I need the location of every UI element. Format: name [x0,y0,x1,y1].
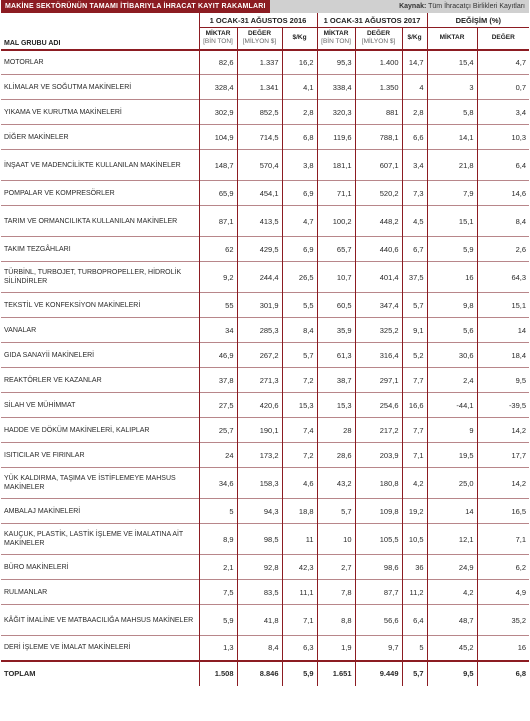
table-row [1,150,529,181]
miktar-2016-cell: 27,5 [199,393,237,418]
deger-2017-cell: 607,1 [355,150,402,181]
table-row [1,443,529,468]
perkg-2017-cell: 7,3 [402,181,427,206]
deger-2017-cell: 347,4 [355,293,402,318]
deger-2017-cell: 1.350 [355,75,402,100]
change-deger-cell: 2,6 [477,237,529,262]
perkg-2016-cell: 6,9 [282,181,317,206]
change-deger-cell: 18,4 [477,343,529,368]
perkg-2016-cell: 26,5 [282,262,317,293]
change-deger-cell: 17,7 [477,443,529,468]
miktar-2017-cell: 1,9 [317,636,355,661]
miktar-2017-cell: 38,7 [317,368,355,393]
perkg-2017-cell: 5,2 [402,343,427,368]
change-deger-cell: 15,1 [477,293,529,318]
change-deger-cell: 7,1 [477,524,529,555]
group-name-cell: VANALAR [1,318,199,343]
group-name-cell: GIDA SANAYİİ MAKİNELERİ [1,343,199,368]
header-change: DEĞİŞİM (%) [427,13,529,28]
change-miktar-cell: 12,1 [427,524,477,555]
change-miktar-cell: 30,6 [427,343,477,368]
total-deger-2016-cell: 8.846 [237,661,282,686]
perkg-2016-cell: 7,1 [282,605,317,636]
table-row [1,50,529,75]
miktar-2016-cell: 34,6 [199,468,237,499]
deger-2016-cell: 190,1 [237,418,282,443]
miktar-2016-cell: 37,8 [199,368,237,393]
perkg-2016-cell: 5,5 [282,293,317,318]
perkg-2017-cell: 5,7 [402,293,427,318]
table-row [1,636,529,661]
group-name-cell: BÜRO MAKİNELERİ [1,555,199,580]
change-deger-cell: 6,2 [477,555,529,580]
header-perkg-2016: $/Kg [282,28,317,50]
perkg-2016-cell: 4,1 [282,75,317,100]
header-change-deger: DEĞER [477,28,529,50]
table-title: MAKİNE SEKTÖRÜNÜN TAMAMI İTİBARIYLA İHRACAT KAYIT RAKAMLARI [1,0,270,13]
change-miktar-cell: 7,9 [427,181,477,206]
table-row [1,499,529,524]
miktar-2017-cell: 10,7 [317,262,355,293]
miktar-2017-cell: 320,3 [317,100,355,125]
deger-2017-cell: 109,8 [355,499,402,524]
change-miktar-cell: 2,4 [427,368,477,393]
group-name-cell: POMPALAR VE KOMPRESÖRLER [1,181,199,206]
miktar-2016-cell: 34 [199,318,237,343]
miktar-2016-cell: 328,4 [199,75,237,100]
group-name-cell: HADDE VE DÖKÜM MAKİNELERİ, KALIPLAR [1,418,199,443]
perkg-2017-cell: 4,5 [402,206,427,237]
perkg-2017-cell: 4 [402,75,427,100]
miktar-2016-cell: 5,9 [199,605,237,636]
change-miktar-cell: 24,9 [427,555,477,580]
change-miktar-cell: 48,7 [427,605,477,636]
change-miktar-cell: 3 [427,75,477,100]
deger-2017-cell: 87,7 [355,580,402,605]
miktar-2016-cell: 24 [199,443,237,468]
perkg-2017-cell: 10,5 [402,524,427,555]
change-miktar-cell: 45,2 [427,636,477,661]
deger-2017-cell: 881 [355,100,402,125]
total-row [1,661,529,686]
total-change-deger-cell: 6,8 [477,661,529,686]
deger-2017-cell: 1.400 [355,50,402,75]
perkg-2016-cell: 4,7 [282,206,317,237]
perkg-2017-cell: 7,7 [402,418,427,443]
change-deger-cell: 64,3 [477,262,529,293]
perkg-2016-cell: 2,8 [282,100,317,125]
table-row [1,318,529,343]
miktar-2017-cell: 28,6 [317,443,355,468]
change-miktar-cell: 5,6 [427,318,477,343]
perkg-2016-cell: 6,8 [282,125,317,150]
change-miktar-cell: -44,1 [427,393,477,418]
group-name-cell: DERİ İŞLEME VE İMALAT MAKİNELERİ [1,636,199,661]
source-label: Kaynak: [399,3,427,10]
deger-2016-cell: 92,8 [237,555,282,580]
deger-2016-cell: 420,6 [237,393,282,418]
deger-2017-cell: 788,1 [355,125,402,150]
perkg-2017-cell: 7,7 [402,368,427,393]
deger-2016-cell: 1.337 [237,50,282,75]
deger-2016-cell: 1.341 [237,75,282,100]
deger-2017-cell: 520,2 [355,181,402,206]
deger-2016-cell: 173,2 [237,443,282,468]
header-period-2016: 1 OCAK-31 AĞUSTOS 2016 [199,13,317,28]
deger-2017-cell: 440,6 [355,237,402,262]
change-miktar-cell: 21,8 [427,150,477,181]
miktar-2016-cell: 2,1 [199,555,237,580]
perkg-2017-cell: 36 [402,555,427,580]
miktar-2016-cell: 8,9 [199,524,237,555]
change-deger-cell: 16,5 [477,499,529,524]
table-row [1,262,529,293]
header-change-miktar: MİKTAR [427,28,477,50]
total-perkg-2016-cell: 5,9 [282,661,317,686]
perkg-2016-cell: 5,7 [282,343,317,368]
perkg-2017-cell: 4,2 [402,468,427,499]
change-miktar-cell: 25,0 [427,468,477,499]
perkg-2016-cell: 6,3 [282,636,317,661]
perkg-2016-cell: 3,8 [282,150,317,181]
group-name-cell: KAUÇUK, PLASTİK, LASTİK İŞLEME VE İMALATINA AİT MAKİNELER [1,524,199,555]
miktar-2016-cell: 9,2 [199,262,237,293]
miktar-2017-cell: 10 [317,524,355,555]
header-miktar-2017: MİKTAR [BİN TON] [317,28,355,50]
miktar-2016-cell: 1,3 [199,636,237,661]
deger-2016-cell: 301,9 [237,293,282,318]
total-deger-2017-cell: 9.449 [355,661,402,686]
deger-2016-cell: 852,5 [237,100,282,125]
group-name-cell: KLİMALAR VE SOĞUTMA MAKİNELERİ [1,75,199,100]
change-deger-cell: 35,2 [477,605,529,636]
group-name-cell: RULMANLAR [1,580,199,605]
group-name-cell: DİĞER MAKİNELER [1,125,199,150]
perkg-2016-cell: 11 [282,524,317,555]
table-row [1,368,529,393]
table-row [1,237,529,262]
miktar-2016-cell: 7,5 [199,580,237,605]
perkg-2017-cell: 9,1 [402,318,427,343]
header-perkg-2017: $/Kg [402,28,427,50]
change-miktar-cell: 14,1 [427,125,477,150]
miktar-2017-cell: 100,2 [317,206,355,237]
change-deger-cell: 14,2 [477,468,529,499]
change-deger-cell: 14,2 [477,418,529,443]
perkg-2016-cell: 4,6 [282,468,317,499]
deger-2017-cell: 217,2 [355,418,402,443]
miktar-2016-cell: 65,9 [199,181,237,206]
miktar-2017-cell: 181,1 [317,150,355,181]
miktar-2017-cell: 15,3 [317,393,355,418]
perkg-2016-cell: 15,3 [282,393,317,418]
table-row [1,181,529,206]
change-deger-cell: 10,3 [477,125,529,150]
table-row [1,524,529,555]
deger-2016-cell: 271,3 [237,368,282,393]
export-table [1,13,529,686]
deger-2017-cell: 254,6 [355,393,402,418]
change-miktar-cell: 16 [427,262,477,293]
perkg-2016-cell: 8,4 [282,318,317,343]
miktar-2017-cell: 61,3 [317,343,355,368]
perkg-2017-cell: 37,5 [402,262,427,293]
source-note [399,3,525,10]
deger-2017-cell: 180,8 [355,468,402,499]
perkg-2016-cell: 7,4 [282,418,317,443]
source-text: Tüm İhracatçı Birlikleri Kayıtları [428,3,525,10]
change-deger-cell: 4,9 [477,580,529,605]
change-miktar-cell: 9 [427,418,477,443]
deger-2017-cell: 9,7 [355,636,402,661]
perkg-2017-cell: 11,2 [402,580,427,605]
perkg-2017-cell: 7,1 [402,443,427,468]
deger-2016-cell: 267,2 [237,343,282,368]
miktar-2017-cell: 7,8 [317,580,355,605]
header-group-name: MAL GRUBU ADI [1,28,199,50]
perkg-2016-cell: 6,9 [282,237,317,262]
miktar-2016-cell: 302,9 [199,100,237,125]
change-deger-cell: 16 [477,636,529,661]
miktar-2016-cell: 148,7 [199,150,237,181]
deger-2017-cell: 203,9 [355,443,402,468]
total-miktar-2016-cell: 1.508 [199,661,237,686]
perkg-2017-cell: 6,4 [402,605,427,636]
perkg-2017-cell: 2,8 [402,100,427,125]
deger-2016-cell: 714,5 [237,125,282,150]
perkg-2017-cell: 16,6 [402,393,427,418]
deger-2016-cell: 94,3 [237,499,282,524]
change-deger-cell: 0,7 [477,75,529,100]
deger-2016-cell: 570,4 [237,150,282,181]
table-row [1,555,529,580]
table-row [1,293,529,318]
deger-2016-cell: 8,4 [237,636,282,661]
change-deger-cell: 8,4 [477,206,529,237]
deger-2017-cell: 448,2 [355,206,402,237]
table-row [1,343,529,368]
miktar-2016-cell: 25,7 [199,418,237,443]
total-miktar-2017-cell: 1.651 [317,661,355,686]
header-period-2017: 1 OCAK-31 AĞUSTOS 2017 [317,13,427,28]
deger-2017-cell: 105,5 [355,524,402,555]
table-row [1,580,529,605]
table-row [1,206,529,237]
group-name-cell: AMBALAJ MAKİNELERİ [1,499,199,524]
change-miktar-cell: 5,8 [427,100,477,125]
deger-2016-cell: 98,5 [237,524,282,555]
deger-2017-cell: 325,2 [355,318,402,343]
export-table-panel [1,0,529,686]
miktar-2016-cell: 62 [199,237,237,262]
miktar-2017-cell: 71,1 [317,181,355,206]
table-row [1,75,529,100]
miktar-2017-cell: 5,7 [317,499,355,524]
deger-2017-cell: 56,6 [355,605,402,636]
table-body [1,50,529,686]
deger-2016-cell: 413,5 [237,206,282,237]
total-group-name-cell: TOPLAM [1,661,199,686]
deger-2016-cell: 83,5 [237,580,282,605]
deger-2017-cell: 401,4 [355,262,402,293]
miktar-2017-cell: 43,2 [317,468,355,499]
miktar-2017-cell: 28 [317,418,355,443]
miktar-2017-cell: 35,9 [317,318,355,343]
deger-2016-cell: 285,3 [237,318,282,343]
change-deger-cell: 6,4 [477,150,529,181]
miktar-2016-cell: 46,9 [199,343,237,368]
change-miktar-cell: 5,9 [427,237,477,262]
total-perkg-2017-cell: 5,7 [402,661,427,686]
change-miktar-cell: 19,5 [427,443,477,468]
deger-2016-cell: 244,4 [237,262,282,293]
title-bar [1,0,529,13]
change-deger-cell: 3,4 [477,100,529,125]
group-name-cell: SİLAH VE MÜHİMMAT [1,393,199,418]
group-name-cell: REAKTÖRLER VE KAZANLAR [1,368,199,393]
miktar-2016-cell: 104,9 [199,125,237,150]
perkg-2016-cell: 42,3 [282,555,317,580]
table-row [1,418,529,443]
miktar-2016-cell: 5 [199,499,237,524]
table-row [1,100,529,125]
miktar-2017-cell: 60,5 [317,293,355,318]
miktar-2016-cell: 55 [199,293,237,318]
perkg-2017-cell: 3,4 [402,150,427,181]
perkg-2016-cell: 7,2 [282,368,317,393]
miktar-2017-cell: 2,7 [317,555,355,580]
table-row [1,393,529,418]
perkg-2017-cell: 6,7 [402,237,427,262]
deger-2017-cell: 297,1 [355,368,402,393]
header-deger-2017: DEĞER [MİLYON $] [355,28,402,50]
perkg-2016-cell: 16,2 [282,50,317,75]
table-row [1,125,529,150]
header-deger-2016: DEĞER [MİLYON $] [237,28,282,50]
miktar-2017-cell: 95,3 [317,50,355,75]
perkg-2016-cell: 18,8 [282,499,317,524]
group-name-cell: KÂĞIT İMALİNE VE MATBAACILIĞA MAHSUS MAKİNELER [1,605,199,636]
group-name-cell: ISITICILAR VE FIRINLAR [1,443,199,468]
group-name-cell: YÜK KALDIRMA, TAŞIMA VE İSTİFLEMEYE MAHSUS MAKİNELER [1,468,199,499]
table-row [1,468,529,499]
change-deger-cell: 4,7 [477,50,529,75]
table-row [1,605,529,636]
miktar-2017-cell: 338,4 [317,75,355,100]
perkg-2017-cell: 5 [402,636,427,661]
group-name-cell: TÜRBİNL, TURBOJET, TURBOPROPELLER, HİDROLİK SİLİNDİRLER [1,262,199,293]
miktar-2017-cell: 8,8 [317,605,355,636]
deger-2016-cell: 41,8 [237,605,282,636]
change-miktar-cell: 9,8 [427,293,477,318]
miktar-2016-cell: 82,6 [199,50,237,75]
change-miktar-cell: 15,1 [427,206,477,237]
deger-2016-cell: 454,1 [237,181,282,206]
change-miktar-cell: 4,2 [427,580,477,605]
group-name-cell: TEKSTİL VE KONFEKSİYON MAKİNELERİ [1,293,199,318]
change-deger-cell: -39,5 [477,393,529,418]
miktar-2016-cell: 87,1 [199,206,237,237]
perkg-2017-cell: 19,2 [402,499,427,524]
miktar-2017-cell: 119,6 [317,125,355,150]
deger-2017-cell: 316,4 [355,343,402,368]
header-miktar-2016: MİKTAR [BİN TON] [199,28,237,50]
group-name-cell: MOTORLAR [1,50,199,75]
group-name-cell: TARIM VE ORMANCILIKTA KULLANILAN MAKİNELER [1,206,199,237]
perkg-2016-cell: 7,2 [282,443,317,468]
group-name-cell: İNŞAAT VE MADENCİLİKTE KULLANILAN MAKİNELER [1,150,199,181]
miktar-2017-cell: 65,7 [317,237,355,262]
perkg-2017-cell: 6,6 [402,125,427,150]
group-name-cell: TAKIM TEZGÂHLARI [1,237,199,262]
change-deger-cell: 14,6 [477,181,529,206]
group-name-cell: YIKAMA VE KURUTMA MAKİNELERİ [1,100,199,125]
change-miktar-cell: 15,4 [427,50,477,75]
change-miktar-cell: 14 [427,499,477,524]
perkg-2017-cell: 14,7 [402,50,427,75]
perkg-2016-cell: 11,1 [282,580,317,605]
change-deger-cell: 9,5 [477,368,529,393]
deger-2016-cell: 158,3 [237,468,282,499]
total-change-miktar-cell: 9,5 [427,661,477,686]
deger-2017-cell: 98,6 [355,555,402,580]
deger-2016-cell: 429,5 [237,237,282,262]
change-deger-cell: 14 [477,318,529,343]
